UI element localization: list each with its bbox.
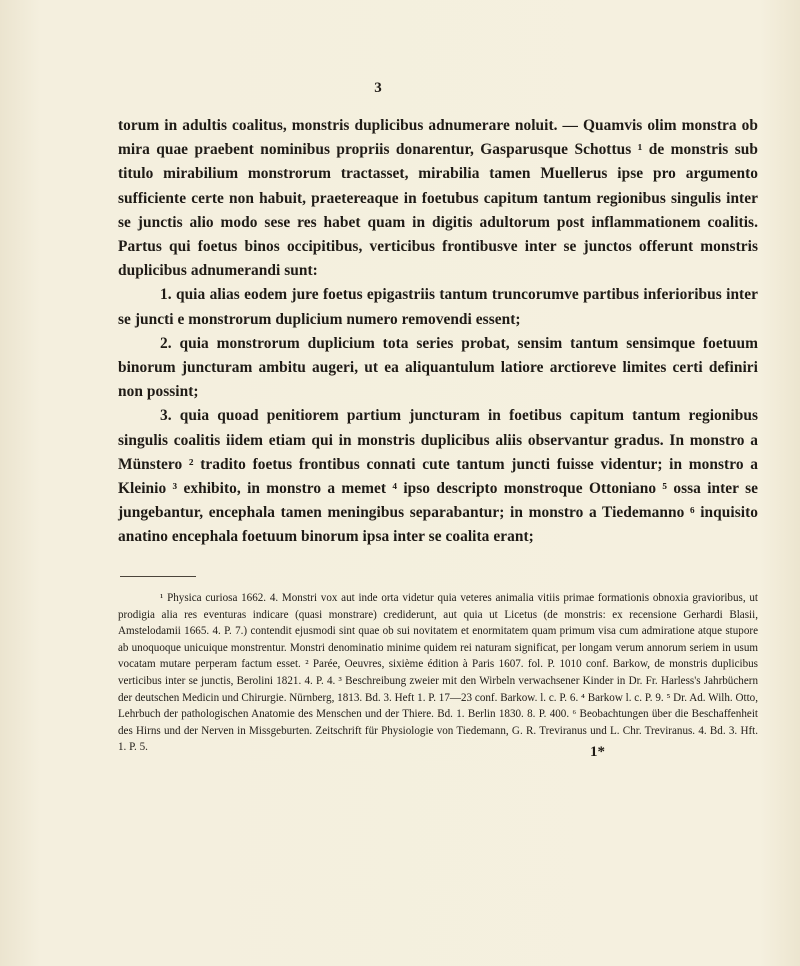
- footnote-block: ¹ Physica curiosa 1662. 4. Monstri vox aut inde orta videtur quia veteres animalia vitiis primae formationis obnoxia gravioribus, ut prodigia alia res eventuras indicare (quasi monstrare) crediderunt, aut quia ut Licetus (de monstris: ex recensione Gerhardi Blasii, Amstelodamii 1665. 4. P. 7.) contendit ejusmodi sint quae ob sui novitatem et enormitatem quam primum visa cum admiratione atque stupore ab unoquoque unicuique monstrentur. Monstri denominatio minime quidem rei naturam significat, per longam verum annorum seriem in usum vocatam mutare perperam factum esset. ² Parée, Oeuvres, sixième édition à Paris 1607. fol. P. 1010 conf. Barkow, de monstris duplicibus verticibus inter se junctis, Berolini 1821. 4. P. 4. ³ Beschreibung zweier mit den Wirbeln verwachsener Kinder in Dr. Fr. Harless's Jahrbüchern der deutschen Medicin und Chirurgie. Nürnberg, 1813. Bd. 3. Heft 1. P. 17—23 conf. Barkow. l. c. P. 6. ⁴ Barkow l. c. P. 9. ⁵ Dr. Ad. Wilh. Otto, Lehrbuch der pathologischen Anatomie des Menschen und der Thiere. Bd. 1. Berlin 1830. 8. P. 400. ⁶ Beobachtungen über die Beschaffenheit des Hirns und der Nerven in Missgeburten. Zeitschrift für Physiologie von Tiedemann, G. R. Treviranus und L. Chr. Treviranus. 4. Bd. 3. Hft. 1. P. 5.: [118, 592, 758, 754]
- footnote-divider: [120, 576, 196, 577]
- page-number: 3: [374, 80, 382, 96]
- paragraph-point-1: 1. quia alias eodem jure foetus epigastriis tantum truncorumve partibus inferioribus inter se juncti e monstrorum duplicium numero removendi essent;: [118, 286, 758, 328]
- signature-mark: 1*: [590, 744, 605, 760]
- paragraph-point-2: 2. quia monstrorum duplicium tota series probat, sensim tantum sensimque foetuum binorum juncturam ambitu augeri, ut ea aliquantulum latiore arctioreve limites certi definiri non possint;: [118, 334, 758, 401]
- paragraph-intro: torum in adultis coalitus, monstris duplicibus adnumerare noluit. — Quamvis olim monstra ob mira quae praebent nominibus propriis donarentur, Gasparusque Schottus ¹ de monstris sub titulo mirabilium monstrorum tractasset, mirabilia tamen Muellerus ipse pro argumento sufficiente certe non habuit, praetereaque in foetubus capitum tantum regionibus singulis inter se junctis alio modo sese res habet quam in digitis adultorum post inflammationem coalitis. Partus qui foetus binos occipitibus, verticibus frontibusve inter se junctos offerunt monstris duplicibus adnumerandi sunt:: [118, 117, 758, 280]
- footnotes: [118, 590, 758, 756]
- main-text: [118, 114, 758, 550]
- paragraph-point-3: 3. quia quoad penitiorem partium juncturam in foetibus capitum tantum regionibus singulis coalitis iidem etiam qui in monstris duplicibus aliis observantur gradus. In monstro a Münstero ² tradito foetus frontibus connati cute tantum juncti fuisse videntur; in monstro a Kleinio ³ exhibito, in monstro a memet ⁴ ipso descripto monstroque Ottoniano ⁵ ossa inter se jungebantur, encephala tamen meningibus separabantur; in monstro a Tiedemanno ⁶ inquisito anatino encephala foetuum binorum ipsa inter se coalita erant;: [118, 407, 758, 546]
